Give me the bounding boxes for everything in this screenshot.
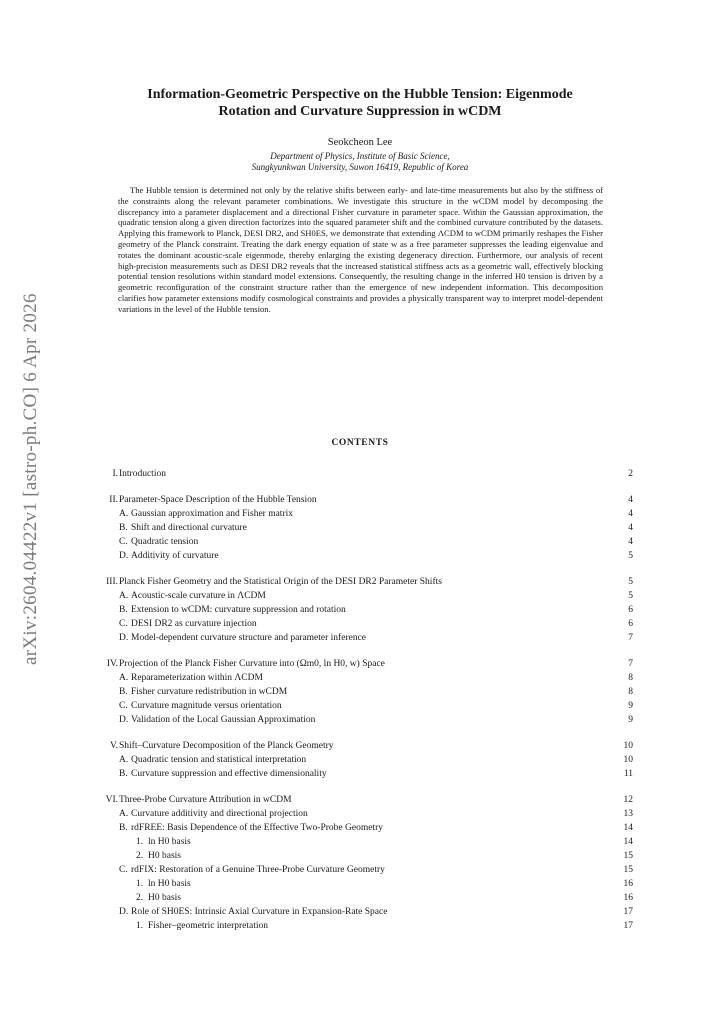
toc-label: ln H0 basis xyxy=(148,837,191,847)
toc-label: H0 basis xyxy=(148,851,181,861)
toc-number: B. xyxy=(119,687,128,697)
toc-entry[interactable] xyxy=(0,672,721,684)
toc-label: Additivity of curvature xyxy=(131,551,219,561)
toc-label: Projection of the Planck Fisher Curvature into (Ωm0, ln H0, w) Space xyxy=(119,659,385,669)
toc-label: Extension to wCDM: curvature suppression and rotation xyxy=(131,605,346,615)
toc-number: C. xyxy=(119,619,128,629)
toc-label: Curvature additivity and directional projection xyxy=(131,809,308,819)
toc-page: 14 xyxy=(623,823,633,833)
toc-label: Shift–Curvature Decomposition of the Planck Geometry xyxy=(119,741,334,751)
toc-number: B. xyxy=(119,605,128,615)
toc-label: Quadratic tension and statistical interpretation xyxy=(131,755,307,765)
toc-entry[interactable] xyxy=(0,794,721,806)
toc-number: II. xyxy=(109,495,118,505)
toc-label: Quadratic tension xyxy=(131,537,199,547)
toc-entry[interactable] xyxy=(0,632,721,644)
toc-entry[interactable] xyxy=(0,658,721,670)
abstract: The Hubble tension is determined not only by the relative shifts between early- and late-time measurements but also by the stiffness of the constraints along the relevant parameter combinations. We investigate this structure in the wCDM model by decomposing the discrepancy into a parameter displacement and a directional Fisher curvature in parameter space. Within the Gaussian approximation, the quadratic tension along a given direction factorizes into the squared parameter shift and the combined curvature contributed by the datasets. Applying this framework to Planck, DESI DR2, and SH0ES, we demonstrate that extending ΛCDM to wCDM primarily reshapes the Fisher geometry of the Planck constraint. Treating the dark energy equation of state w as a free parameter suppresses the leading eigenvalue and rotates the dominant acoustic-scale eigenmode, thereby enlarging the existing degeneracy direction. Furthermore, our analysis of recent high-precision measurements such as DESI DR2 reveals that the increased statistical stiffness acts as a geometric wall, effectively blocking potential tension resolutions within standard model extensions. Consequently, the resulting change in the inferred H0 tension is driven by a geometric reconfiguration of the constraint structure rather than the emergence of new independent information. This decomposition clarifies how parameter extensions modify cosmological constraints and provides a physically transparent way to interpret model-dependent variations in the level of the Hubble tension. xyxy=(118,185,603,314)
toc-page: 6 xyxy=(628,619,633,629)
title-line-2: Rotation and Curvature Suppression in wCDM xyxy=(218,104,502,119)
toc-number: B. xyxy=(119,769,128,779)
toc-label: Acoustic-scale curvature in ΛCDM xyxy=(131,591,266,601)
toc-number: V. xyxy=(109,741,118,751)
toc-label: Role of SH0ES: Intrinsic Axial Curvature in Expansion-Rate Space xyxy=(131,907,388,917)
toc-page: 11 xyxy=(623,769,633,779)
toc-label: Reparameterization within ΛCDM xyxy=(131,673,263,683)
toc-entry[interactable] xyxy=(0,536,721,548)
toc-label: Curvature magnitude versus orientation xyxy=(131,701,282,711)
toc-page: 17 xyxy=(623,907,633,917)
toc-label: Gaussian approximation and Fisher matrix xyxy=(131,509,293,519)
toc-label: Model-dependent curvature structure and parameter inference xyxy=(131,633,367,643)
toc-page: 6 xyxy=(628,605,633,615)
title-line-1: Information-Geometric Perspective on the Hubble Tension: Eigenmode xyxy=(147,87,573,102)
affiliation-line-1: Department of Physics, Institute of Basic Science, xyxy=(270,151,450,161)
toc-entry[interactable] xyxy=(0,618,721,630)
toc-page: 8 xyxy=(628,673,633,683)
toc-number: 1. xyxy=(136,921,144,931)
toc-page: 12 xyxy=(623,795,633,805)
toc-entry[interactable] xyxy=(0,836,721,848)
toc-label: Three-Probe Curvature Attribution in wCDM xyxy=(119,795,292,805)
toc-entry[interactable] xyxy=(0,808,721,820)
toc-page: 13 xyxy=(623,809,633,819)
toc-number: C. xyxy=(119,537,128,547)
toc-label: DESI DR2 as curvature injection xyxy=(131,619,257,629)
toc-entry[interactable] xyxy=(0,920,721,932)
toc-label: Parameter-Space Description of the Hubble Tension xyxy=(119,495,317,505)
toc-number: A. xyxy=(119,591,129,601)
toc-number: A. xyxy=(119,755,129,765)
toc-number: 2. xyxy=(136,851,144,861)
toc-number: 1. xyxy=(136,837,144,847)
toc-entry[interactable] xyxy=(0,754,721,766)
toc-page: 10 xyxy=(623,741,633,751)
toc-entry[interactable] xyxy=(0,768,721,780)
toc-entry[interactable] xyxy=(0,468,721,480)
toc-label: Curvature suppression and effective dimensionality xyxy=(131,769,327,779)
toc-number: D. xyxy=(119,551,129,561)
toc-number: D. xyxy=(119,633,129,643)
toc-page: 4 xyxy=(628,495,633,505)
toc-page: 5 xyxy=(628,577,633,587)
toc-page: 4 xyxy=(628,523,633,533)
toc-entry[interactable] xyxy=(0,576,721,588)
toc-entry[interactable] xyxy=(0,864,721,876)
toc-label: rdFIX: Restoration of a Genuine Three-Probe Curvature Geometry xyxy=(131,865,385,875)
toc-page: 7 xyxy=(628,633,633,643)
toc-page: 15 xyxy=(623,851,633,861)
toc-entry[interactable] xyxy=(0,906,721,918)
toc-entry[interactable] xyxy=(0,494,721,506)
toc-number: A. xyxy=(119,509,129,519)
toc-number: IV. xyxy=(106,659,118,669)
toc-entry[interactable] xyxy=(0,700,721,712)
author: Seokcheon Lee xyxy=(327,137,393,148)
toc-number: D. xyxy=(119,715,129,725)
toc-entry[interactable] xyxy=(0,550,721,562)
toc-entry[interactable] xyxy=(0,878,721,890)
toc-page: 4 xyxy=(628,537,633,547)
toc-number: VI. xyxy=(105,795,118,805)
toc-entry[interactable] xyxy=(0,850,721,862)
toc-number: III. xyxy=(106,577,118,587)
toc-page: 15 xyxy=(623,865,633,875)
toc-page: 5 xyxy=(628,591,633,601)
toc-label: Introduction xyxy=(119,469,166,479)
toc-number: A. xyxy=(119,809,129,819)
toc-label: Planck Fisher Geometry and the Statistical Origin of the DESI DR2 Parameter Shifts xyxy=(119,577,442,587)
toc-label: Fisher curvature redistribution in wCDM xyxy=(131,687,288,697)
toc-entry[interactable] xyxy=(0,714,721,726)
toc-entry[interactable] xyxy=(0,740,721,752)
toc-number: C. xyxy=(119,701,128,711)
affiliation-line-2: Sungkyunkwan University, Suwon 16419, Republic of Korea xyxy=(251,162,469,172)
toc-number: C. xyxy=(119,865,128,875)
toc-label: H0 basis xyxy=(148,893,181,903)
toc-page: 8 xyxy=(628,687,633,697)
toc-label: ln H0 basis xyxy=(148,879,191,889)
toc-page: 5 xyxy=(628,551,633,561)
toc-page: 9 xyxy=(628,701,633,711)
toc-number: 1. xyxy=(136,879,144,889)
affiliation xyxy=(80,151,640,173)
contents-heading: CONTENTS xyxy=(331,438,389,448)
arxiv-id: arXiv:2604.04422v1 [astro-ph.CO] 6 Apr 2026 xyxy=(20,293,41,665)
toc-number: B. xyxy=(119,823,128,833)
toc-number: A. xyxy=(119,673,129,683)
toc-entry[interactable] xyxy=(0,522,721,534)
toc-entry[interactable] xyxy=(0,892,721,904)
toc-page: 9 xyxy=(628,715,633,725)
toc-page: 2 xyxy=(628,469,633,479)
toc-number: 2. xyxy=(136,893,144,903)
toc-number: B. xyxy=(119,523,128,533)
toc-label: rdFREE: Basis Dependence of the Effective Two-Probe Geometry xyxy=(131,823,383,833)
toc-entry[interactable] xyxy=(0,590,721,602)
paper-title xyxy=(80,86,640,120)
toc-page: 14 xyxy=(623,837,633,847)
toc-page: 16 xyxy=(623,893,633,903)
toc-label: Validation of the Local Gaussian Approximation xyxy=(131,715,316,725)
toc-page: 7 xyxy=(628,659,633,669)
toc-entry[interactable] xyxy=(0,508,721,520)
toc-number: I. xyxy=(112,469,118,479)
toc-page: 16 xyxy=(623,879,633,889)
toc-entry[interactable] xyxy=(0,822,721,834)
toc-page: 17 xyxy=(623,921,633,931)
toc-number: D. xyxy=(119,907,129,917)
toc-entry[interactable] xyxy=(0,686,721,698)
toc-page: 10 xyxy=(623,755,633,765)
toc-page: 4 xyxy=(628,509,633,519)
toc-label: Shift and directional curvature xyxy=(131,523,247,533)
toc-entry[interactable] xyxy=(0,604,721,616)
toc-label: Fisher–geometric interpretation xyxy=(148,921,269,931)
